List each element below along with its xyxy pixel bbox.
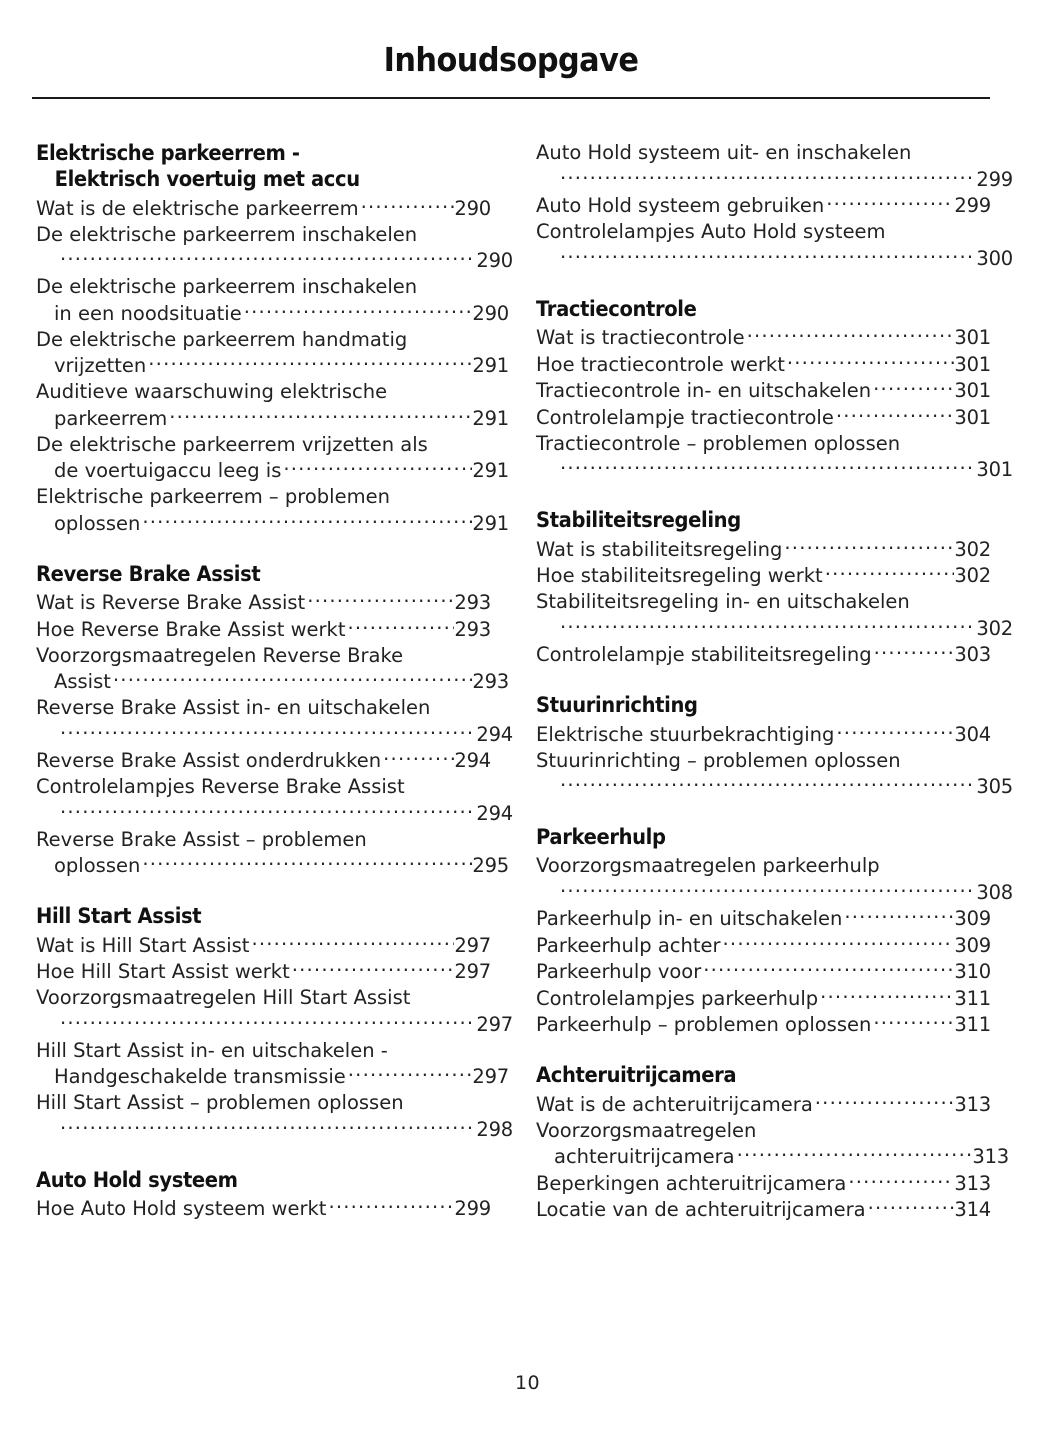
toc-entry-page-number: 310 [954,960,991,983]
toc-entry-label: Auditieve waarschuwing elektrische [36,380,388,403]
dot-leader [251,932,454,952]
section-heading-line1: Achteruitrijcamera [536,1063,737,1087]
dot-leader [723,932,955,952]
section-heading-line1: Hill Start Assist [36,904,202,928]
toc-entry[interactable] [536,748,1013,801]
toc-entry[interactable] [36,1038,509,1091]
dot-leader [60,800,476,820]
dot-leader [148,353,472,373]
toc-entry-page-number: 302 [976,616,1013,640]
toc-entry-page-number: 302 [954,537,991,561]
toc-entry-label: Parkeerhulp achter [536,933,721,957]
dot-leader [848,1170,954,1190]
toc-entry-page-number: 294 [476,801,513,825]
dot-leader [560,615,976,635]
toc-entry[interactable] [36,643,509,696]
toc-entry-page-number: 293 [472,670,509,693]
toc-entry[interactable] [36,616,491,643]
toc-entry-label: Controlelampjes Reverse Brake Assist [36,775,405,798]
toc-entry-label: Reverse Brake Assist in- en uitschakelen [36,696,431,719]
toc-entry-label: Stabiliteitsregeling in- en uitschakelen [536,590,910,613]
folio-page-number: 10 [515,1372,540,1394]
toc-entry[interactable] [36,274,509,327]
toc-entry[interactable] [36,827,509,880]
toc-entry[interactable] [536,563,991,590]
toc-section [536,507,1013,668]
dot-leader [307,590,454,610]
toc-columns [0,140,1055,1320]
toc-entry[interactable] [536,1012,991,1039]
toc-entry[interactable] [536,1118,1009,1171]
toc-entry-label: Hill Start Assist in- en uitschakelen - [36,1038,388,1062]
toc-entry-page-number: 303 [954,643,991,666]
toc-entry[interactable] [536,721,991,748]
toc-entry-label: De elektrische parkeerrem vrijzetten als [36,432,428,456]
toc-entry[interactable] [36,932,491,959]
dot-leader [361,195,455,215]
section-heading-line1: Elektrische parkeerrem - [36,141,300,165]
toc-entry-page-number: 298 [476,1117,513,1141]
page-title: Inhoudsopgave [383,40,639,79]
toc-entry-label: Hoe stabiliteitsregeling werkt [536,564,823,587]
dot-leader [328,1196,454,1216]
toc-entry-label: De elektrische parkeerrem inschakelen [36,222,418,246]
dot-leader [283,458,472,478]
toc-entry[interactable] [536,219,1013,272]
toc-entry-label: Voorzorgsmaatregelen Reverse Brake [36,643,404,667]
toc-entry-page-number: 309 [954,933,991,957]
toc-entry[interactable] [536,378,991,405]
toc-entry-label: de voertuigaccu leeg is [54,459,282,482]
toc-entry-label: Voorzorgsmaatregelen parkeerhulp [536,854,880,877]
toc-entry[interactable] [536,193,991,220]
dot-leader [169,405,472,425]
toc-entry-page-number: 302 [954,564,991,587]
toc-entry-page-number: 309 [954,907,991,930]
toc-entry[interactable] [36,484,509,537]
dot-leader [60,721,476,741]
toc-entry-page-number: 290 [476,249,513,272]
dot-leader [815,1091,955,1111]
toc-entry-page-number: 313 [972,1145,1009,1168]
toc-entry[interactable] [536,642,991,669]
dot-leader [560,879,976,899]
toc-entry-label: Handgeschakelde transmissie [54,1065,346,1088]
dot-leader [868,1197,955,1217]
dot-leader [383,748,454,768]
toc-entry-page-number: 291 [472,511,509,535]
header-divider [32,97,990,99]
dot-leader [820,985,954,1005]
toc-entry-page-number: 295 [472,854,509,877]
toc-entry-page-number: 299 [954,194,991,217]
section-heading-line2: Elektrisch voertuig met accu [54,167,360,191]
toc-entry-page-number: 311 [954,986,991,1010]
toc-entry-page-number: 294 [476,722,513,746]
dot-leader [873,378,954,398]
section-heading [536,824,959,850]
toc-entry[interactable] [536,959,991,986]
toc-entry-page-number: 297 [454,933,491,957]
toc-entry[interactable] [36,379,509,432]
section-heading-line1: Reverse Brake Assist [36,561,261,586]
dot-leader [703,959,954,979]
toc-entry[interactable] [536,932,991,959]
dot-leader [825,563,955,583]
dot-leader [60,1011,476,1031]
section-heading [536,296,959,322]
toc-entry-page-number: 301 [954,379,991,402]
dot-leader [142,510,472,530]
toc-entry-label: Locatie van de achteruitrijcamera [536,1198,866,1221]
toc-entry-label: parkeerrem [54,406,168,430]
toc-entry-page-number: 301 [954,352,991,376]
toc-section [36,140,513,537]
toc-entry[interactable] [536,985,991,1012]
toc-entry-page-number: 299 [454,1197,491,1220]
toc-entry-label: Hoe Auto Hold systeem werkt [36,1197,327,1220]
toc-entry-page-number: 299 [976,167,1013,191]
toc-entry-label: Elektrische parkeerrem – problemen [36,485,390,508]
toc-entry-page-number: 297 [476,1012,513,1036]
toc-entry[interactable] [536,404,991,431]
toc-entry-label: De elektrische parkeerrem handmatig [36,327,408,351]
toc-entry-label: Voorzorgsmaatregelen [536,1118,757,1142]
toc-entry[interactable] [36,695,513,748]
dot-leader [292,959,455,979]
toc-section [36,1167,491,1223]
section-heading-line1: Tractiecontrole [536,296,697,321]
toc-entry-page-number: 297 [472,1065,509,1088]
toc-entry[interactable] [36,1196,491,1223]
toc-entry[interactable] [536,589,1013,642]
section-heading-line1: Auto Hold systeem [36,1167,238,1192]
toc-entry-label: Parkeerhulp in- en uitschakelen [536,907,843,930]
toc-entry[interactable] [36,432,509,485]
page-header [32,42,990,78]
toc-entry-label: Hoe tractiecontrole werkt [536,352,785,376]
toc-entry-page-number: 290 [454,196,491,220]
toc-entry-page-number: 304 [954,722,991,746]
toc-entry-label: Controlelampje stabiliteitsregeling [536,643,872,666]
toc-entry-page-number: 293 [454,617,491,641]
toc-entry[interactable] [36,1090,513,1143]
toc-section [536,824,1013,1038]
dot-leader [244,300,473,320]
dot-leader [560,245,976,265]
section-heading [536,507,959,533]
toc-entry-label: oplossen [54,511,141,535]
toc-entry-label: oplossen [54,854,141,877]
toc-entry-label: Controlelampjes Auto Hold systeem [536,220,886,243]
toc-entry-page-number: 291 [472,406,509,430]
toc-entry-label: De elektrische parkeerrem inschakelen [36,275,418,298]
toc-entry-label: Parkeerhulp – problemen oplossen [536,1013,872,1036]
toc-entry-label: Wat is tractiecontrole [536,326,745,349]
toc-entry-page-number: 291 [472,354,509,377]
dot-leader [560,774,976,794]
toc-entry-label: Voorzorgsmaatregelen Hill Start Assist [36,986,411,1009]
toc-section [536,296,1013,484]
toc-entry-label: Tractiecontrole – problemen oplossen [536,431,901,455]
toc-entry-page-number: 301 [954,326,991,349]
section-heading [36,903,459,929]
section-heading [536,1062,959,1088]
toc-entry-label: Beperkingen achteruitrijcamera [536,1171,847,1195]
dot-leader [784,536,954,556]
toc-entry-label: Reverse Brake Assist onderdrukken [36,749,382,772]
dot-leader [873,1012,954,1032]
toc-entry-page-number: 291 [472,459,509,482]
toc-entry[interactable] [36,985,513,1038]
toc-entry-page-number: 297 [454,960,491,983]
toc-entry-label: Wat is de elektrische parkeerrem [36,196,359,220]
toc-entry-label: Wat is stabiliteitsregeling [536,537,783,561]
toc-entry-label: Parkeerhulp voor [536,960,702,983]
toc-entry[interactable] [536,536,991,563]
toc-entry-page-number: 290 [472,301,509,325]
toc-entry[interactable] [36,222,513,275]
dot-leader [747,325,955,345]
toc-entry[interactable] [536,1170,991,1197]
section-heading-line1: Parkeerhulp [536,825,666,849]
toc-entry[interactable] [536,325,991,352]
dot-leader [60,248,476,268]
toc-section [536,692,1013,800]
toc-entry-page-number: 308 [976,880,1013,904]
toc-entry[interactable] [36,748,491,775]
toc-section [536,140,1013,272]
dot-leader [60,1116,476,1136]
toc-entry-label: Auto Hold systeem uit- en inschakelen [536,141,912,164]
dot-leader [113,669,472,689]
toc-entry-label: Wat is de achteruitrijcamera [536,1092,813,1116]
toc-entry-label: Hoe Reverse Brake Assist werkt [36,617,346,641]
section-heading-line1: Stabiliteitsregeling [536,508,741,532]
toc-entry-label: Controlelampje tractiecontrole [536,405,834,429]
toc-entry[interactable] [36,195,491,222]
toc-entry-page-number: 314 [954,1198,991,1221]
toc-section [36,903,513,1143]
toc-entry-label: Tractiecontrole in- en uitschakelen [536,379,872,402]
toc-entry[interactable] [536,1091,991,1118]
toc-entry[interactable] [36,590,491,617]
toc-entry-page-number: 293 [454,591,491,614]
toc-entry-page-number: 294 [454,749,491,772]
toc-entry[interactable] [536,853,1013,906]
toc-entry-label: in een noodsituatie [54,301,242,325]
dot-leader [826,193,954,213]
dot-leader [787,351,955,371]
toc-entry-page-number: 313 [954,1092,991,1116]
toc-entry-label: Elektrische stuurbekrachtiging [536,722,835,746]
dot-leader [142,853,472,873]
toc-entry-page-number: 301 [976,458,1013,481]
toc-section [36,561,513,880]
dot-leader [348,616,455,636]
toc-entry-page-number: 301 [954,405,991,429]
dot-leader [560,457,976,477]
section-heading [36,1167,459,1193]
toc-entry[interactable] [36,774,513,827]
toc-entry[interactable] [536,1197,991,1224]
toc-entry[interactable] [536,431,1013,484]
toc-entry-label: Auto Hold systeem gebruiken [536,194,825,217]
section-heading [36,140,459,192]
dot-leader [836,721,954,741]
section-heading [536,692,959,718]
toc-entry-label: Assist [54,670,111,693]
toc-entry-label: Hoe Hill Start Assist werkt [36,960,290,983]
toc-entry[interactable] [536,906,991,933]
toc-column-left [36,140,513,1222]
toc-entry[interactable] [536,351,991,378]
toc-entry-label: Controlelampjes parkeerhulp [536,986,819,1010]
toc-entry[interactable] [36,327,509,380]
toc-entry-page-number: 305 [976,775,1013,798]
page-footer [0,1372,1055,1394]
dot-leader [874,642,955,662]
toc-entry-page-number: 300 [976,246,1013,270]
toc-entry[interactable] [36,959,491,986]
section-heading-line1: Stuurinrichting [536,693,698,717]
dot-leader [844,906,954,926]
toc-entry-label: Wat is Reverse Brake Assist [36,591,306,614]
toc-entry-label: Hill Start Assist – problemen oplossen [36,1091,404,1114]
dot-leader [560,166,976,186]
toc-entry-label: Reverse Brake Assist – problemen [36,827,367,851]
toc-entry-page-number: 313 [954,1171,991,1195]
toc-entry-label: Stuurinrichting – problemen oplossen [536,748,901,772]
toc-entry[interactable] [536,140,1013,193]
section-heading [36,561,459,587]
toc-section [536,1062,1009,1223]
toc-column-right [536,140,1013,1223]
toc-entry-label: Wat is Hill Start Assist [36,933,250,957]
toc-entry-page-number: 311 [954,1013,991,1036]
toc-entry-label: vrijzetten [54,354,147,377]
toc-entry-label: achteruitrijcamera [554,1145,735,1168]
dot-leader [836,404,955,424]
dot-leader [737,1144,973,1164]
dot-leader [348,1064,473,1084]
